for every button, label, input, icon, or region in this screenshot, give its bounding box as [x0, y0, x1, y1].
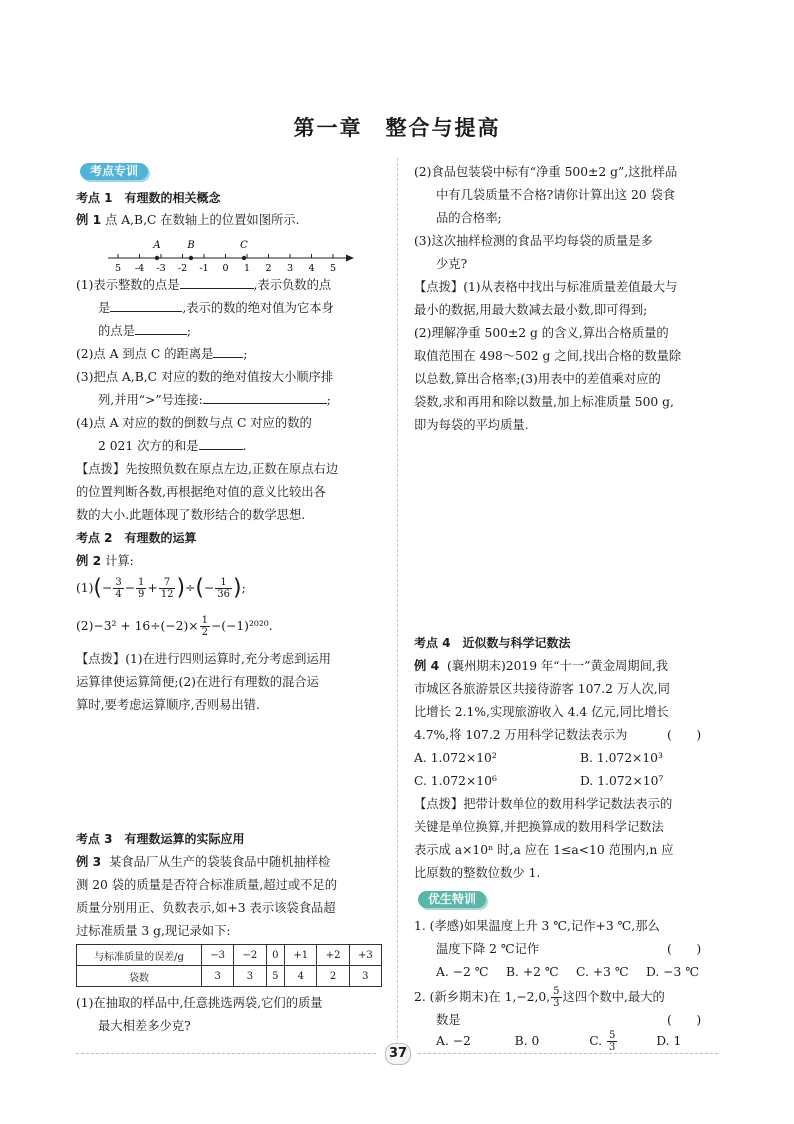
tip-1-line1: 【点拨】先按照负数在原点左边,正数在原点右边	[76, 462, 339, 476]
tip-4-line4: 比原数的整数位数少 1.	[414, 866, 541, 880]
problem-1-option-b[interactable]: B. +2 ℃	[506, 965, 559, 979]
number-line-tick-label: 4	[308, 263, 315, 274]
number-line-tick-label: 0	[222, 263, 229, 274]
answer-blank-order[interactable]	[203, 391, 327, 404]
number-line-tick-label: -1	[199, 263, 209, 274]
deviation-table	[76, 944, 382, 987]
ex1-q4-line1: (4)点 A 对应的数的倒数与点 C 对应的数的	[76, 416, 312, 430]
ex3-q1-line2: 最大相差多少克?	[98, 1019, 191, 1033]
ex1-q3-line1: (3)把点 A,B,C 对应的数的绝对值按大小顺序排	[76, 370, 334, 384]
tip-3-line2: 最小的数据,用最大数减去最小数,即可得到;	[414, 303, 648, 317]
ex4-line1: 例 4 (襄州期末)2019 年“十一”黄金周期间,我	[414, 659, 669, 673]
problem-1-option-c[interactable]: C. +3 ℃	[576, 965, 629, 979]
tip-3-line4: 取值范围在 498～502 g 之间,找出合格的数量除	[414, 349, 682, 363]
ex3-line4: 过标准质量 3 g,现记录如下:	[76, 924, 231, 938]
answer-blank-absolute[interactable]	[135, 322, 187, 335]
point-c-dot	[242, 256, 246, 260]
table-cell: 4	[285, 966, 317, 987]
answer-blank-sum[interactable]	[199, 437, 243, 450]
ex3-q2-line2: 中有几袋质量不合格?请你计算出这 20 袋食	[436, 188, 676, 202]
ex4-option-c[interactable]: C. 1.072×10⁶	[414, 774, 497, 788]
ex2-q2: (2)−3² + 16÷(−2)× $\frac{1}{2}$ −(−1)²⁰²⁰.	[76, 615, 273, 638]
tip-2-line3: 算时,要考虑运算顺序,否则易出错.	[76, 698, 260, 712]
problem-1-option-a[interactable]: A. −2 ℃	[436, 965, 489, 979]
table-row	[77, 945, 382, 966]
tip-3-line7: 即为每袋的平均质量.	[414, 418, 529, 432]
footer-divider-right	[418, 1053, 718, 1054]
ex4-option-b[interactable]: B. 1.072×10³	[580, 751, 663, 765]
ex3-line3: 质量分别用正、负数表示,如+3 表示该袋食品超	[76, 901, 336, 915]
tip-1-line2: 的位置判断各数,再根据绝对值的意义比较出各	[76, 485, 326, 499]
tip-3-line5: 以总数,算出合格率;(3)用表中的差值乘对应的	[414, 372, 661, 386]
ex3-q3-line1: (3)这次抽样检测的食品平均每袋的质量是多	[414, 234, 653, 248]
table-cell: −3	[202, 945, 234, 966]
ex2-q1: (1)(− $\frac{3}{4}$ − $\frac{1}{9}$ + $\frac{7}{12}$ )÷(− $\frac{1}{36}$ );	[76, 575, 246, 601]
page-number: 37	[385, 1043, 411, 1065]
tip-4-line1: 【点拨】把带计数单位的数用科学记数法表示的	[414, 797, 673, 811]
ex4-line4: 4.7%,将 107.2 万用科学记数法表示为	[414, 728, 628, 742]
example-1-text: 点 A,B,C 在数轴上的位置如图所示.	[105, 213, 300, 227]
ex3-q3-line2: 少克?	[436, 257, 468, 271]
answer-blank-distance[interactable]	[213, 345, 243, 358]
point-a-label: A	[153, 240, 161, 251]
ex4-option-d[interactable]: D. 1.072×10⁷	[580, 774, 664, 788]
point-b-label: B	[187, 240, 195, 251]
ex1-q3-line2: 列,并用“>”号连接: ;	[98, 393, 331, 407]
tip-3-line3: (2)理解净重 500±2 g 的含义,算出合格质量的	[414, 326, 669, 340]
number-line-tick-label: 5	[114, 263, 122, 274]
problem-2-line2: 数是	[436, 1013, 461, 1027]
table-cell: −2	[234, 945, 266, 966]
ex4-line3: 比增长 2.1%,实现旅游收入 4.4 亿元,同比增长	[414, 705, 669, 719]
number-line-tick-label: 1	[243, 263, 251, 274]
table-cell: +3	[349, 945, 381, 966]
number-line-arrow	[346, 255, 354, 262]
number-line-tick-label: 2	[265, 263, 272, 274]
table-cell: 3	[202, 966, 234, 987]
ex1-q1-line1: (1)表示整数的点是 ,表示负数的点	[76, 278, 332, 292]
example-1-intro	[76, 211, 300, 229]
tip-4-line3: 表示成 a×10ⁿ 时,a 应在 1≤a<10 范围内,n 应	[414, 843, 674, 857]
section-banner-kaodian: 考点专训	[80, 163, 148, 180]
number-line	[106, 234, 356, 274]
table-cell: 3	[234, 966, 266, 987]
ex3-q2-line3: 品的合格率;	[436, 211, 502, 225]
table-cell: +1	[285, 945, 317, 966]
tip-1-line3: 数的大小.此题体现了数形结合的数学思想.	[76, 508, 306, 522]
ex1-q1-line3: 的点是 ;	[98, 324, 192, 338]
section-banner-yousheng: 优生特训	[418, 891, 486, 908]
ex3-q2-line1: (2)食品包装袋中标有“净重 500±2 g”,这批样品	[414, 165, 678, 179]
footer-divider-left	[76, 1053, 376, 1054]
ex1-q2: (2)点 A 到点 C 的距离是 ;	[76, 347, 248, 361]
ex3-line2: 测 20 袋的质量是否符合标准质量,超过或不足的	[76, 878, 338, 892]
ex1-q1-line2: 是 ,表示的数的绝对值为它本身	[98, 301, 334, 315]
tip-3-line6: 袋数,求和再用和除以数量,加上标准质量 500 g,	[414, 395, 674, 409]
ex1-q4-line2: 2 021 次方的和是 .	[98, 439, 247, 453]
ex3-q1-line1: (1)在抽取的样品中,任意挑选两袋,它们的质量	[76, 996, 323, 1010]
topic-1-heading: 考点 1 有理数的相关概念	[76, 191, 221, 205]
problem-1-line2: 温度下降 2 ℃记作	[436, 942, 540, 956]
problem-2-option-b[interactable]: B. 0	[514, 1034, 540, 1048]
number-line-tick-label: -3	[156, 263, 166, 274]
problem-2-option-c-fraction: $\frac{5}{3}$	[609, 1030, 616, 1053]
point-b-dot	[189, 256, 193, 260]
table-row	[77, 966, 382, 987]
example-1-label: 例 1	[76, 213, 102, 227]
answer-blank-negatives[interactable]	[110, 299, 182, 312]
problem-2-option-d[interactable]: D. 1	[656, 1034, 682, 1048]
problem-1-option-d[interactable]: D. −3 ℃	[646, 965, 700, 979]
tip-4-line2: 关键是单位换算,并把换算成的数用科学记数法	[414, 820, 664, 834]
point-a-dot	[155, 256, 159, 260]
number-line-tick-label: 5	[329, 263, 337, 274]
problem-2-option-c[interactable]: C.	[589, 1034, 603, 1048]
answer-paren[interactable]: ( )	[667, 728, 702, 742]
table-cell: 2	[317, 966, 349, 987]
example-2-intro: 例 2 计算:	[76, 554, 134, 568]
problem-2-line1: 2. (新乡期末)在 1,−2,0, $\frac{5}{3}$ 这四个数中,最大的	[414, 986, 665, 1009]
problem-1-line1: 1. (孝感)如果温度上升 3 ℃,记作+3 ℃,那么	[414, 919, 660, 933]
ex4-option-a[interactable]: A. 1.072×10²	[414, 751, 497, 765]
answer-paren[interactable]: ( )	[667, 942, 702, 956]
tip-2-line1: 【点拨】(1)在进行四则运算时,充分考虑到运用	[76, 652, 331, 666]
table-cell: 3	[349, 966, 381, 987]
topic-2-heading: 考点 2 有理数的运算	[76, 531, 197, 545]
ex4-line2: 市城区各旅游景区共接待游客 107.2 万人次,同	[414, 682, 670, 696]
chapter-title: 第一章 整合与提高	[293, 116, 501, 140]
table-cell: +2	[317, 945, 349, 966]
number-line-tick-label: -2	[177, 263, 188, 274]
tip-3-line1: 【点拨】(1)从表格中找出与标准质量差值最大与	[414, 280, 678, 294]
number-line-tick-label: -4	[134, 263, 145, 274]
answer-blank-integers[interactable]	[180, 276, 254, 289]
problem-2-option-a[interactable]: A. −2	[436, 1034, 471, 1048]
number-line-tick-label: 3	[286, 263, 294, 274]
ex3-line1: 例 3 某食品厂从生产的袋装食品中随机抽样检	[76, 855, 331, 869]
column-divider	[397, 158, 398, 1038]
table-cell: 0	[266, 945, 285, 966]
table-header-cell: 与标准质量的误差/g	[77, 945, 202, 966]
problem-2-options	[436, 1030, 681, 1053]
topic-3-heading: 考点 3 有理数运算的实际应用	[76, 832, 245, 846]
tip-2-line2: 运算律使运算简便;(2)在进行有理数的混合运	[76, 675, 319, 689]
topic-4-heading: 考点 4 近似数与科学记数法	[414, 636, 571, 650]
table-cell: 5	[266, 966, 285, 987]
table-header-cell: 袋数	[77, 966, 202, 987]
answer-paren[interactable]: ( )	[667, 1013, 702, 1027]
point-c-label: C	[240, 240, 248, 251]
